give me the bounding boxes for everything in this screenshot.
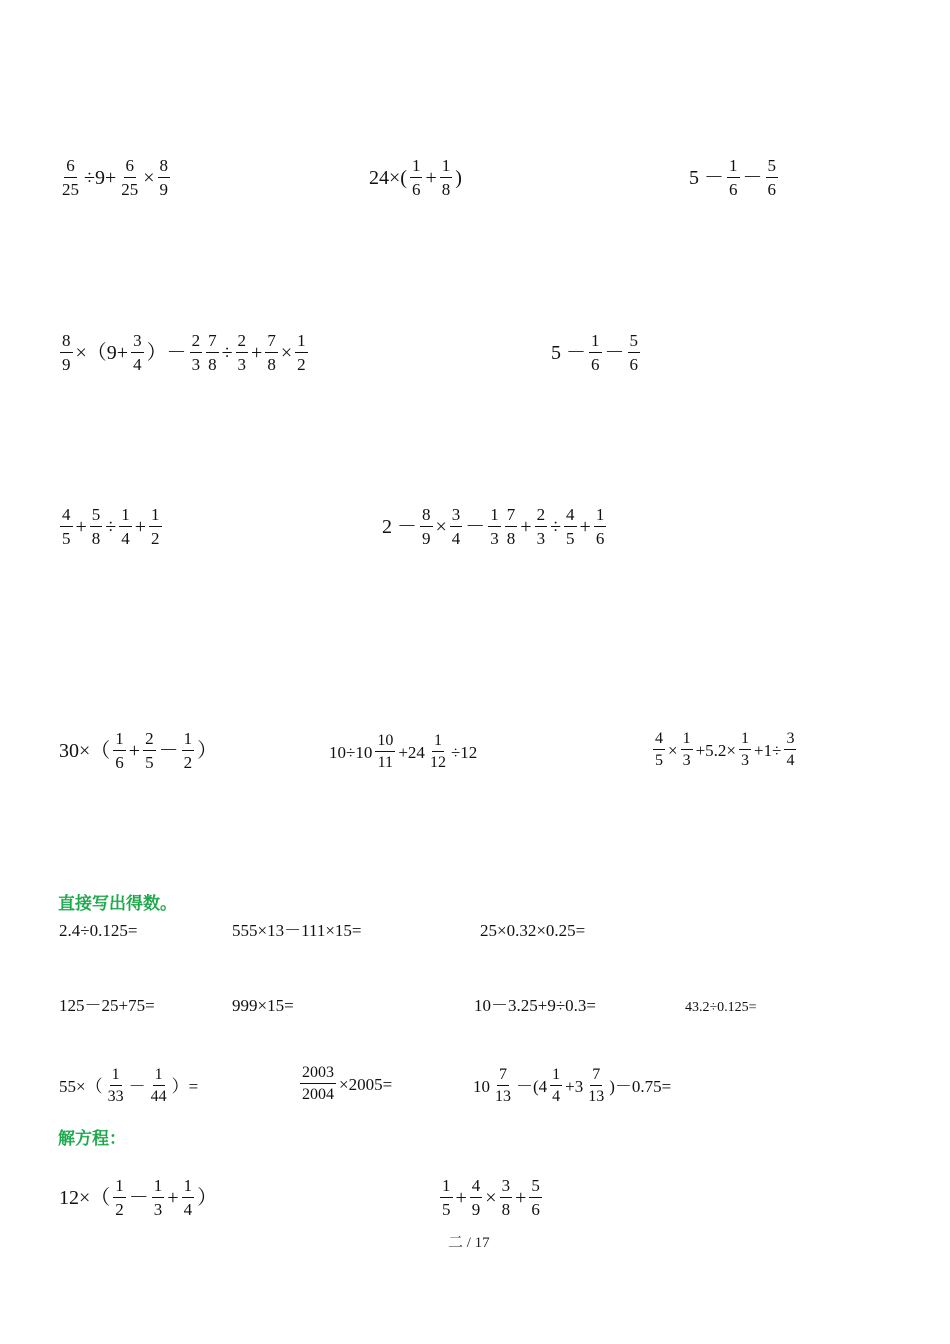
- fraction: [653, 730, 665, 771]
- expression-text: +: [75, 515, 87, 538]
- fraction-denominator: 3: [153, 1199, 163, 1219]
- fraction: [628, 331, 641, 374]
- fraction-denominator: 6: [531, 1199, 540, 1219]
- expression-text: 43.2÷0.125=: [685, 1000, 757, 1015]
- expression-text: ×: [668, 740, 678, 760]
- fraction-denominator: 3: [536, 528, 546, 548]
- fraction-denominator: 6: [629, 354, 638, 374]
- expression-text: 10: [473, 1076, 490, 1096]
- expression-text: ÷: [105, 515, 117, 538]
- fraction: [784, 730, 796, 771]
- fraction: [182, 1176, 195, 1219]
- fraction-numerator: 3: [131, 331, 144, 353]
- fraction-denominator: 4: [786, 752, 795, 770]
- fraction-numerator: 4: [470, 1176, 483, 1198]
- fraction: [149, 1066, 169, 1107]
- math-expression-3: [688, 156, 780, 199]
- math-expression-16: [473, 997, 597, 1014]
- expression-text: +1÷: [754, 740, 782, 760]
- expression-text: +: [455, 1186, 467, 1209]
- math-expression-9: [328, 732, 478, 773]
- fraction: [594, 505, 607, 548]
- math-expression-7: [381, 505, 608, 548]
- fraction-numerator: 2: [143, 729, 156, 751]
- expression-text: ）=: [171, 1076, 199, 1096]
- fraction-numerator: 2: [190, 331, 203, 353]
- fraction-numerator: 1: [110, 1066, 122, 1086]
- fraction: [143, 729, 156, 772]
- fraction-denominator: 9: [62, 354, 71, 374]
- fraction-numerator: 10: [375, 732, 395, 752]
- fraction-denominator: 11: [377, 754, 394, 772]
- fraction-numerator: 1: [681, 730, 693, 750]
- fraction-denominator: 2: [115, 1199, 124, 1219]
- fraction: [428, 732, 448, 773]
- fraction-numerator: 8: [420, 505, 433, 527]
- fraction: [152, 1176, 165, 1219]
- expression-text: －: [158, 739, 179, 762]
- fraction-denominator: 3: [191, 354, 201, 374]
- expression-text: +: [515, 1186, 527, 1209]
- expression-text: +3: [565, 1076, 584, 1096]
- expression-text: －(4: [516, 1076, 548, 1096]
- fraction-denominator: 5: [145, 752, 154, 772]
- fraction-numerator: 1: [410, 156, 423, 178]
- expression-text: ）: [197, 739, 218, 762]
- math-expression-6: [58, 505, 164, 548]
- fraction: [375, 732, 395, 773]
- fraction-numerator: 2: [535, 505, 548, 527]
- fraction-denominator: 6: [591, 354, 600, 374]
- expression-text: ): [455, 166, 462, 189]
- fraction: [190, 331, 203, 374]
- expression-text: +: [579, 515, 591, 538]
- fraction-numerator: 1: [550, 1066, 562, 1086]
- page-indicator: 二 / 17: [448, 1235, 490, 1251]
- math-expression-22: [438, 1176, 544, 1219]
- fraction: [119, 156, 140, 199]
- fraction: [60, 156, 81, 199]
- fraction-numerator: 6: [64, 156, 77, 178]
- fraction-numerator: 1: [149, 505, 162, 527]
- fraction-numerator: 1: [152, 1176, 165, 1198]
- fraction-numerator: 1: [488, 505, 501, 527]
- fraction-denominator: 8: [91, 528, 101, 548]
- fraction-numerator: 1: [440, 156, 453, 178]
- expression-text: +: [167, 1186, 179, 1209]
- fraction-denominator: 4: [183, 1199, 193, 1219]
- fraction: [589, 331, 602, 374]
- expression-text: ×2005=: [339, 1074, 393, 1094]
- math-expression-4: [58, 331, 310, 374]
- fraction-numerator: 1: [727, 156, 740, 178]
- expression-text: 999×15=: [232, 996, 294, 1015]
- math-expression-21: [58, 1176, 218, 1219]
- expression-text: ×（9+: [75, 341, 129, 364]
- fraction: [236, 331, 249, 374]
- expression-text: 30×（: [59, 739, 111, 762]
- math-expression-14: [58, 997, 156, 1014]
- fraction-denominator: 13: [495, 1088, 511, 1106]
- math-expression-17: [684, 1001, 758, 1015]
- expression-text: 2.4÷0.125=: [59, 921, 138, 940]
- expression-text: +: [425, 166, 437, 189]
- expression-text: ÷12: [450, 742, 478, 762]
- math-expression-10: [651, 730, 798, 771]
- fraction: [505, 505, 518, 548]
- fraction: [564, 505, 577, 548]
- fraction: [493, 1066, 513, 1107]
- fraction-denominator: 33: [107, 1088, 124, 1106]
- math-expression-12: [231, 922, 363, 939]
- fraction: [131, 331, 144, 374]
- fraction-numerator: 1: [119, 505, 132, 527]
- fraction: [586, 1066, 606, 1107]
- fraction: [420, 505, 433, 548]
- expression-text: ÷: [221, 341, 233, 364]
- fraction-numerator: 8: [158, 156, 171, 178]
- fraction: [440, 1176, 453, 1219]
- fraction-numerator: 1: [739, 730, 751, 750]
- expression-text: －: [465, 515, 486, 538]
- math-expression-8: [58, 729, 218, 772]
- fraction: [410, 156, 423, 199]
- expression-text: 5 －: [689, 166, 724, 189]
- math-expression-2: [368, 156, 463, 199]
- expression-text: +: [134, 515, 147, 538]
- fraction-denominator: 6: [767, 179, 776, 199]
- math-expression-19: [298, 1064, 393, 1105]
- fraction-numerator: 1: [432, 732, 444, 752]
- expression-text: 24×(: [369, 166, 407, 189]
- fraction: [265, 331, 278, 374]
- fraction-denominator: 6: [411, 179, 421, 199]
- fraction-denominator: 9: [422, 528, 431, 548]
- fraction-denominator: 25: [121, 179, 139, 199]
- fraction-numerator: 1: [589, 331, 602, 353]
- fraction-denominator: 8: [501, 1199, 511, 1219]
- fraction-denominator: 9: [471, 1199, 481, 1219]
- fraction-numerator: 7: [265, 331, 278, 353]
- math-expression-11: [58, 922, 138, 939]
- expression-text: 10÷10: [329, 742, 373, 762]
- fraction-numerator: 1: [182, 1176, 195, 1198]
- fraction: [535, 505, 548, 548]
- fraction: [488, 505, 501, 548]
- fraction-denominator: 3: [490, 528, 499, 548]
- fraction-numerator: 7: [505, 505, 518, 527]
- fraction-numerator: 5: [90, 505, 103, 527]
- fraction-denominator: 3: [237, 354, 247, 374]
- fraction-denominator: 9: [159, 179, 169, 199]
- fraction: [470, 1176, 483, 1219]
- expression-text: ÷9+: [84, 166, 117, 189]
- fraction-denominator: 2004: [302, 1086, 334, 1104]
- fraction-denominator: 6: [595, 528, 605, 548]
- fraction: [206, 331, 219, 374]
- fraction-numerator: 1: [113, 1176, 126, 1198]
- fraction-numerator: 7: [206, 331, 219, 353]
- fraction-denominator: 2: [297, 354, 306, 374]
- fraction-numerator: 7: [497, 1066, 509, 1086]
- fraction: [739, 730, 751, 771]
- expression-text: ×: [280, 341, 293, 364]
- section-heading-direct-write: 直接写出得数。: [58, 894, 177, 914]
- fraction-numerator: 1: [113, 729, 126, 751]
- fraction: [182, 729, 195, 772]
- fraction-denominator: 4: [451, 528, 461, 548]
- expression-text: +24: [398, 742, 425, 762]
- fraction-numerator: 5: [628, 331, 641, 353]
- fraction-numerator: 5: [529, 1176, 542, 1198]
- math-expression-1: [58, 156, 172, 199]
- expression-text: ÷: [550, 515, 562, 538]
- fraction-denominator: 6: [729, 179, 738, 199]
- fraction-denominator: 5: [655, 752, 663, 770]
- expression-text: +5.2×: [695, 740, 737, 760]
- fraction: [440, 156, 453, 199]
- fraction: [300, 1064, 336, 1105]
- fraction-denominator: 5: [566, 528, 575, 548]
- fraction: [766, 156, 779, 199]
- math-expression-15: [231, 997, 295, 1014]
- expression-text: +: [251, 341, 263, 364]
- expression-text: 5 －: [551, 341, 586, 364]
- expression-text: ×: [485, 1186, 497, 1209]
- expression-text: －: [128, 1076, 146, 1096]
- fraction-denominator: 13: [588, 1088, 605, 1106]
- fraction: [149, 505, 162, 548]
- fraction: [500, 1176, 513, 1219]
- fraction-denominator: 6: [115, 752, 124, 772]
- expression-text: 555×13－111×15=: [232, 921, 362, 940]
- expression-text: 55×（: [59, 1076, 103, 1096]
- fraction-numerator: 3: [784, 730, 796, 750]
- expression-text: 12×（: [59, 1186, 111, 1209]
- expression-text: －: [604, 341, 625, 364]
- fraction-denominator: 2: [183, 752, 193, 772]
- math-expression-5: [550, 331, 642, 374]
- fraction-denominator: 3: [741, 752, 750, 770]
- fraction-denominator: 4: [133, 354, 142, 374]
- fraction: [60, 505, 73, 548]
- fraction-denominator: 8: [267, 354, 276, 374]
- fraction-denominator: 8: [506, 528, 516, 548]
- expression-text: －: [128, 1186, 149, 1209]
- math-expression-20: [472, 1066, 672, 1107]
- fraction: [113, 1176, 126, 1219]
- expression-text: ）－: [146, 341, 187, 364]
- fraction-denominator: 4: [121, 528, 130, 548]
- fraction-numerator: 3: [450, 505, 463, 527]
- expression-text: 10－3.25+9÷0.3=: [474, 996, 597, 1015]
- fraction-denominator: 44: [150, 1088, 167, 1106]
- fraction: [681, 730, 693, 771]
- fraction: [119, 505, 132, 548]
- fraction: [295, 331, 308, 374]
- fraction: [158, 156, 171, 199]
- fraction-numerator: 4: [653, 730, 665, 750]
- fraction-numerator: 1: [153, 1066, 165, 1086]
- fraction-denominator: 3: [682, 752, 691, 770]
- fraction-numerator: 2: [236, 331, 249, 353]
- fraction: [106, 1066, 126, 1107]
- fraction-denominator: 2: [151, 528, 160, 548]
- fraction-numerator: 1: [594, 505, 607, 527]
- fraction-numerator: 4: [60, 505, 73, 527]
- expression-text: +: [520, 515, 532, 538]
- expression-text: 25×0.32×0.25=: [480, 921, 586, 940]
- expression-text: )－0.75=: [609, 1076, 672, 1096]
- fraction-denominator: 5: [62, 528, 71, 548]
- expression-text: 2 －: [382, 515, 417, 538]
- expression-text: 125－25+75=: [59, 996, 155, 1015]
- fraction-numerator: 6: [124, 156, 137, 178]
- section-heading-solve-equation: 解方程：: [58, 1129, 126, 1149]
- fraction: [450, 505, 463, 548]
- fraction-denominator: 25: [62, 179, 79, 199]
- fraction: [113, 729, 126, 772]
- fraction: [727, 156, 740, 199]
- fraction: [550, 1066, 562, 1107]
- fraction-denominator: 8: [208, 354, 217, 374]
- expression-text: ）: [197, 1186, 218, 1209]
- fraction-numerator: 1: [440, 1176, 453, 1198]
- fraction-numerator: 1: [182, 729, 195, 751]
- expression-text: －: [742, 166, 763, 189]
- fraction-numerator: 4: [564, 505, 577, 527]
- fraction-numerator: 5: [766, 156, 779, 178]
- fraction-denominator: 5: [442, 1199, 451, 1219]
- fraction-numerator: 1: [295, 331, 308, 353]
- fraction-denominator: 12: [429, 754, 446, 772]
- math-expression-18: [58, 1066, 199, 1107]
- fraction-numerator: 7: [590, 1066, 602, 1086]
- expression-text: ×: [143, 166, 155, 189]
- expression-text: +: [128, 739, 141, 762]
- expression-text: ×: [435, 515, 447, 538]
- fraction-numerator: 2003: [300, 1064, 336, 1084]
- fraction: [60, 331, 73, 374]
- fraction-denominator: 4: [552, 1088, 561, 1106]
- fraction: [529, 1176, 542, 1219]
- fraction-numerator: 3: [500, 1176, 513, 1198]
- math-expression-13: [479, 922, 586, 939]
- fraction: [90, 505, 103, 548]
- fraction-denominator: 8: [441, 179, 451, 199]
- fraction-numerator: 8: [60, 331, 73, 353]
